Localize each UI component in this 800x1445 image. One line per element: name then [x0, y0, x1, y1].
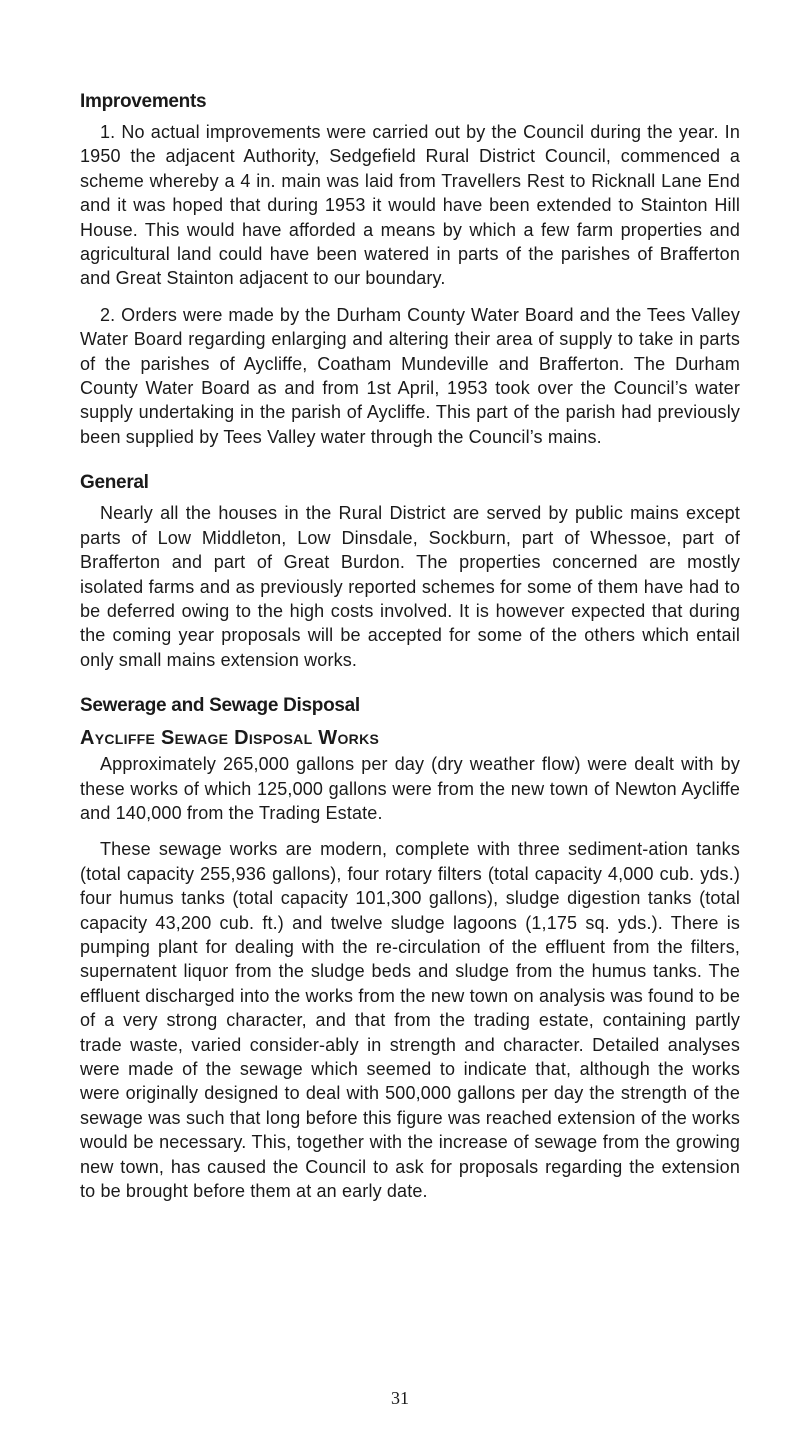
paragraph-sewerage-1: Approximately 265,000 gallons per day (dry weather flow) were dealt with by these works of which 125,000 gallons were from the new town of Newton Aycliffe and 140,000 from the Trading Estate. — [80, 754, 740, 823]
paragraph-improvements-2: 2. Orders were made by the Durham County Water Board and the Tees Valley Water Board regarding enlarging and altering their area of supply to take in parts of the parishes of Aycliffe, Coatham Mundeville and Brafferton. The Durham County Water Board as and from 1st April, 1953 took over the Council’s water supply undertaking in the parish of Aycliffe. This part of the parish had previously been supplied by Tees Valley water through the Council’s mains. — [80, 304, 740, 447]
section-heading-improvements: Improvements — [80, 91, 207, 112]
page-number: 31 — [391, 1388, 409, 1408]
document-page — [80, 88, 740, 1203]
subheading-aycliffe-works: Aycliffe Sewage Disposal Works — [80, 727, 380, 750]
section-heading-sewerage: Sewerage and Sewage Disposal — [80, 695, 360, 717]
paragraph-sewerage-2: These sewage works are modern, complete with three sediment-ation tanks (total capacity 255,936 gallons), four rotary filters (total capacity 4,000 cub. yds.) four humus tanks (total capacity 101,300 gallons), sludge digestion tanks (total capacity 43,200 cub. ft.) and twelve sludge lagoons (1,175 sq. yds.). There is pumping plant for dealing with the re-circulation of the effluent from the filters, supernatent liquor from the sludge beds and sludge from the humus tanks. The effluent discharged into the works from the new town on analysis was found to be of a very strong character, and that from the trading estate, containing partly trade waste, varied consider-ably in strength and character. Detailed analyses were made of the sewage which seemed to indicate that, although the works were originally designed to deal with 500,000 gallons per day the strength of the sewage was such that long before this figure was reached extension of the works would be necessary. This, together with the increase of sewage from the growing new town, has caused the Council to ask for proposals regarding the extension to be brought before them at an early date. — [80, 839, 740, 1202]
paragraph-general-1: Nearly all the houses in the Rural District are served by public mains except parts of Low Middleton, Low Dinsdale, Sockburn, part of Whessoe, part of Brafferton and part of Great Burdon. The properties concerned are mostly isolated farms and as previously reported schemes for some of them have had to be deferred owing to the high costs involved. It is however expected that during the coming year proposals will be accepted for some of the others which entail only small mains extension works. — [80, 503, 740, 670]
paragraph-improvements-1: 1. No actual improvements were carried out by the Council during the year. In 1950 the adjacent Authority, Sedgefield Rural District Council, commenced a scheme whereby a 4 in. main was laid from Travellers Rest to Ricknall Lane End and it was hoped that during 1953 it would have been extended to Stainton Hill House. This would have afforded a means by which a few farm properties and agricultural land could have been watered in parts of the parishes of Brafferton and Great Stainton adjacent to our boundary. — [80, 122, 740, 289]
section-heading-general: General — [80, 472, 149, 494]
